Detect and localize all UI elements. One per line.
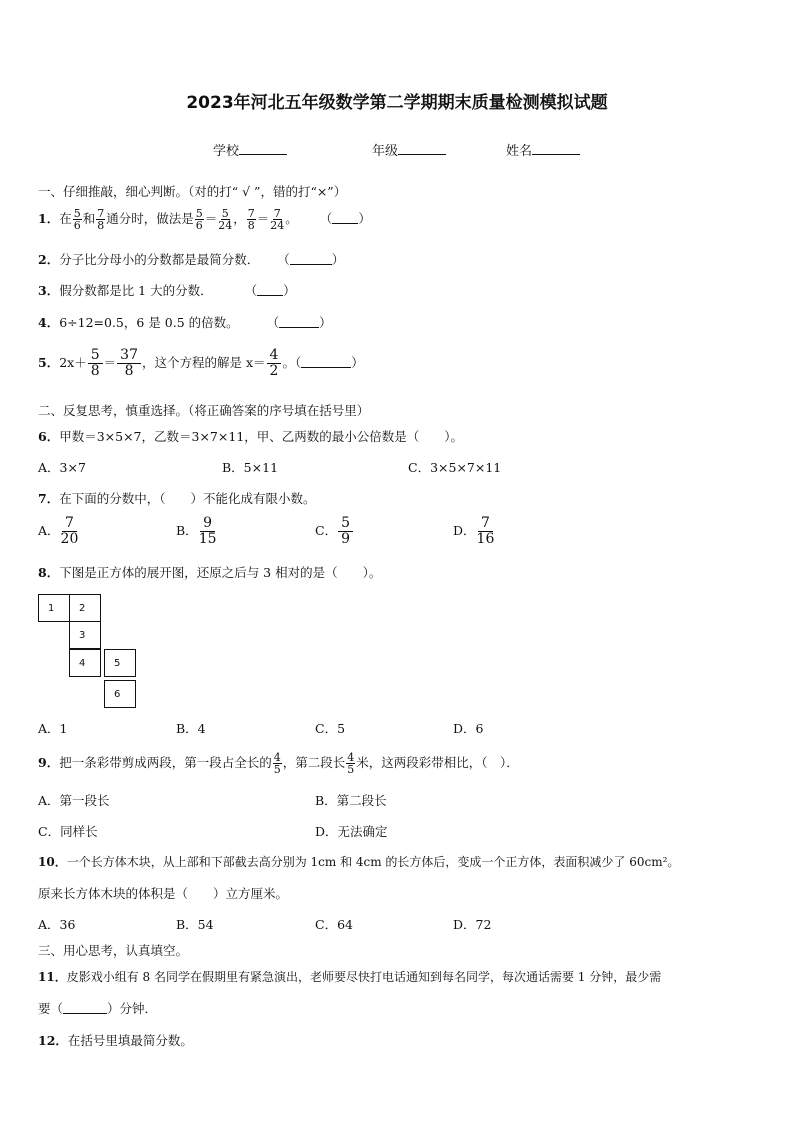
question-7 [38,489,315,507]
question-12 [38,1031,193,1049]
name-field [506,140,580,159]
q1-text: 通分时，做法是 [106,211,194,226]
section-3-heading: 三、用心思考，认真填空。 [38,943,189,958]
name-label: 姓名 [506,144,533,159]
question-1 [38,208,371,231]
q9-option-c[interactable]: C．同样长 [38,824,98,839]
q12-number: 12． [38,1033,68,1048]
q7-option-a[interactable]: A． $\frac{7}{20}$ [38,515,79,547]
section-2-heading: 二、反复思考，慎重选择。（将正确答案的序号填在括号里） [38,403,370,418]
q9-fraction: $\frac{4}{5}$ [347,751,355,776]
q5-fraction: $\frac{5}{8}$ [88,348,103,379]
question-8 [38,563,381,581]
q1-answer-blank[interactable] [332,211,358,224]
q3-number: 3． [38,283,60,298]
q11-answer-blank[interactable] [63,1001,107,1014]
net-cell: 2 [69,594,101,622]
q2-answer-paren: （ ） [277,252,345,267]
q1-text: 和 [82,211,96,226]
q8-number: 8． [38,565,60,580]
q11-number: 11． [38,970,67,984]
q5-text: 。 [282,355,295,370]
q5-fraction: $\frac{4}{2}$ [267,348,282,379]
q2-text: 分子比分母小的分数都是最简分数． [59,252,260,267]
q5-equals: ＝ [103,355,117,370]
question-10 [38,853,679,870]
net-cell: 4 [69,649,101,677]
question-4 [38,313,332,331]
q9-text: 米，这两段彩带相比，（ ）． [356,755,519,770]
q1-text: 。 [285,211,298,226]
q6-text: 甲数＝3×5×7，乙数＝3×7×11，甲、乙两数的最小公倍数是（ ）。 [59,429,464,444]
question-5 [38,348,364,379]
q3-answer-paren: （ ） [244,283,296,298]
q1-fraction: $\frac{7}{8}$ [97,207,105,232]
q8-option-c[interactable]: C．5 [315,721,346,736]
q9-option-a[interactable]: A．第一段长 [38,793,110,808]
q5-fraction: $\frac{37}{8}$ [117,348,141,379]
q1-equals: ＝ [204,211,218,226]
net-cell: 5 [104,649,136,677]
q5-answer-paren: （ ） [294,355,364,370]
q1-answer-paren: （ ） [319,211,371,226]
question-2 [38,250,344,268]
q9-option-d[interactable]: D．无法确定 [315,824,388,839]
question-11-line-2: 要（ ）分钟． [38,1001,158,1016]
question-6 [38,427,463,445]
q1-text: 在 [59,211,72,226]
q5-number: 5． [38,355,60,370]
school-blank[interactable] [239,142,287,155]
q1-fraction: $\frac{5}{6}$ [73,207,81,232]
q1-fraction: $\frac{5}{24}$ [218,207,233,232]
net-cell: 3 [69,621,101,649]
q10-text: 一个长方体木块，从上部和下部截去高分别为 1cm 和 4cm 的长方体后，变成一个正方体，表面积减少了 60cm²。 [66,855,680,869]
q6-number: 6． [38,429,60,444]
section-1-heading: 一、仔细推敲，细心判断。（对的打“ √ ”，错的打“×”） [38,184,347,199]
q5-answer-blank[interactable] [301,355,351,368]
q1-number: 1． [38,211,60,226]
q9-option-b[interactable]: B．第二段长 [315,793,387,808]
q4-answer-paren: （ ） [266,315,332,330]
q9-number: 9． [38,755,60,770]
net-cell: 6 [104,680,136,708]
q7-option-c[interactable]: C． $\frac{5}{9}$ [315,516,354,547]
q1-fraction: $\frac{7}{8}$ [247,207,255,232]
grade-blank[interactable] [398,142,446,155]
q9-text: ，第二段长 [282,755,346,770]
q10-option-b[interactable]: B．54 [176,917,214,932]
q7-text: 在下面的分数中，（ ）不能化成有限小数。 [59,491,316,506]
q2-number: 2． [38,252,60,267]
q4-number: 4． [38,315,60,330]
q10-number: 10． [38,855,67,869]
cube-net-diagram [38,594,148,710]
q8-option-d[interactable]: D．6 [453,721,484,736]
q10-option-a[interactable]: A．36 [38,917,76,932]
school-field [213,140,287,159]
q8-option-a[interactable]: A．1 [38,721,68,736]
question-11 [38,968,661,985]
q1-equals: ＝ [256,211,270,226]
question-3 [38,281,296,299]
q6-option-b[interactable]: B．5×11 [222,460,279,475]
q2-answer-blank[interactable] [290,252,332,265]
q9-text: 把一条彩带剪成两段，第一段占全长的 [59,755,272,770]
question-10-line-2: 原来长方体木块的体积是（ ）立方厘米。 [38,886,289,901]
q4-answer-blank[interactable] [279,315,319,328]
q5-text: ，这个方程的解是 x＝ [141,355,266,370]
name-blank[interactable] [532,142,580,155]
q11-text: 皮影戏小组有 8 名同学在假期里有紧急演出，老师要尽快打电话通知到每名同学，每次通话需要 1 分钟，最少需 [66,970,662,984]
q1-fraction: $\frac{7}{24}$ [270,207,285,232]
q10-option-d[interactable]: D．72 [453,917,492,932]
school-label: 学校 [213,144,240,159]
q10-option-c[interactable]: C．64 [315,917,353,932]
q7-option-b[interactable]: B． $\frac{9}{15}$ [176,515,217,547]
q9-fraction: $\frac{4}{5}$ [273,751,281,776]
q5-text: 2x＋ [59,355,87,370]
net-cell: 1 [38,594,70,622]
q8-option-b[interactable]: B．4 [176,721,206,736]
q6-option-c[interactable]: C．3×5×7×11 [408,460,502,475]
q7-number: 7． [38,491,60,506]
exam-title: 2023年河北五年级数学第二学期期末质量检测模拟试题 [186,93,608,113]
q6-option-a[interactable]: A．3×7 [38,460,86,475]
grade-label: 年级 [372,144,399,159]
q3-text: 假分数都是比 1 大的分数． [59,283,213,298]
question-9 [38,752,519,775]
q7-option-d[interactable]: D． $\frac{7}{16}$ [453,515,495,547]
q8-text: 下图是正方体的展开图，还原之后与 3 相对的是（ ）。 [59,565,382,580]
q12-text: 在括号里填最简分数。 [67,1033,193,1048]
q4-text: 6÷12=0.5，6 是 0.5 的倍数。 [59,315,239,330]
q1-fraction: $\frac{5}{6}$ [195,207,203,232]
q3-answer-blank[interactable] [257,283,283,296]
q1-text: ， [233,211,246,226]
grade-field [372,140,446,159]
